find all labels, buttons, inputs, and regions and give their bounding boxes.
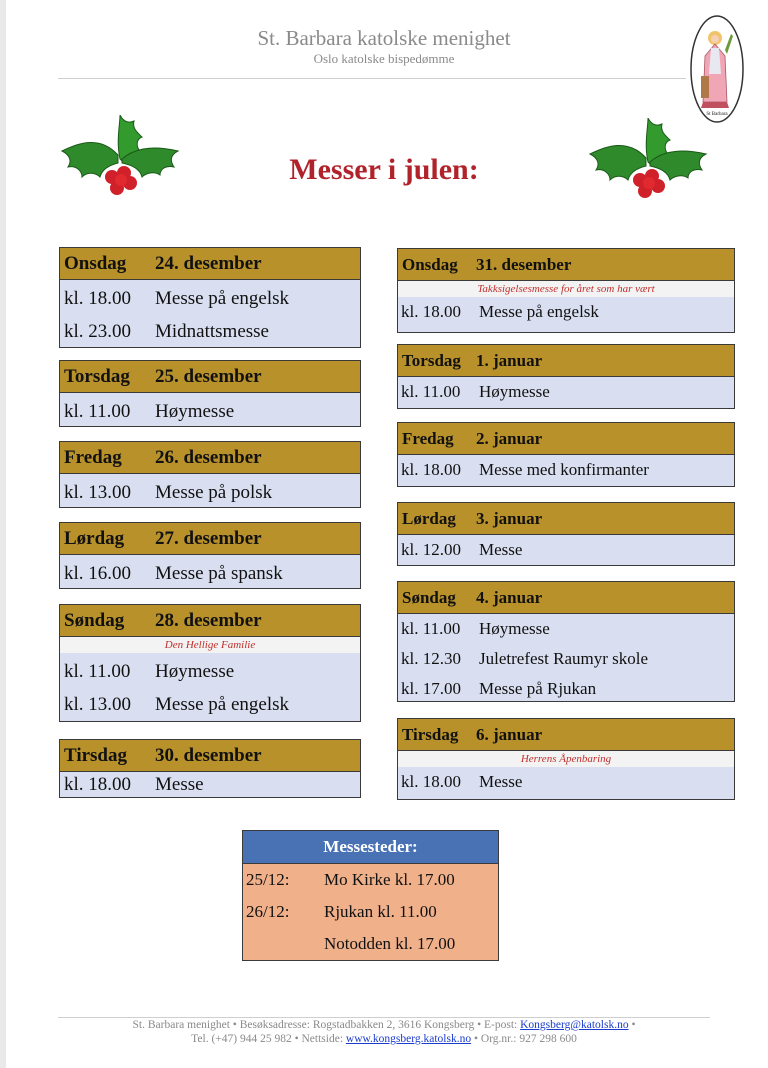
schedule-day-box (397, 502, 735, 566)
email-link[interactable]: Kongsberg@katolsk.no (520, 1019, 629, 1031)
footer-separator: • (628, 1019, 636, 1031)
venue-text: Mo Kirke kl. 17.00 (324, 870, 455, 889)
mass-description: Messe på engelsk (155, 693, 290, 715)
day-header (398, 423, 734, 455)
day-date: 24. desember (155, 252, 262, 274)
schedule-day-box (397, 248, 735, 333)
venue-row (243, 928, 498, 960)
day-header (398, 503, 734, 535)
mass-description: Høymesse (155, 660, 235, 682)
venue-row (243, 864, 498, 896)
footer-line-1 (0, 1019, 768, 1031)
footer-org-number: • Org.nr.: 927 298 600 (471, 1033, 577, 1045)
day-name: Torsdag (64, 365, 130, 387)
day-date: 30. desember (155, 744, 262, 766)
mass-row (398, 614, 734, 644)
schedule-day-box (59, 360, 361, 427)
mass-time: kl. 12.30 (401, 649, 461, 668)
seal-caption: St Barbara (706, 112, 728, 117)
mass-time: kl. 18.00 (64, 287, 132, 309)
day-date: 1. januar (476, 350, 543, 370)
schedule-day-box (397, 422, 735, 487)
day-date: 27. desember (155, 527, 262, 549)
day-name: Søndag (64, 609, 125, 631)
schedule-day-box (59, 441, 361, 508)
day-header (60, 442, 360, 474)
footer-address: St. Barbara menighet • Besøksadresse: Rogstadbakken 2, 3616 Kongsberg • E-post: (132, 1019, 521, 1031)
schedule-day-box (59, 739, 361, 798)
saint-barbara-seal-icon (689, 14, 745, 124)
mass-description: Messe med konfirmanter (479, 460, 649, 479)
mass-time: kl. 18.00 (401, 302, 461, 321)
mass-description: Messe (479, 540, 523, 559)
mass-time: kl. 17.00 (401, 679, 461, 698)
mass-row (60, 315, 360, 348)
mass-time: kl. 16.00 (64, 562, 132, 584)
day-date: 6. januar (476, 724, 543, 744)
schedule-day-box (397, 718, 735, 800)
mass-row (398, 644, 734, 674)
mass-row (60, 688, 360, 721)
day-date: 3. januar (476, 508, 543, 528)
mass-time: kl. 11.00 (401, 619, 461, 638)
mass-description: Midnattsmesse (155, 320, 269, 342)
day-date: 4. januar (476, 587, 543, 607)
day-header (60, 248, 360, 280)
mass-description: Messe (155, 773, 204, 795)
day-header (398, 719, 734, 751)
mass-description: Messe på engelsk (155, 287, 290, 309)
feast-note: Takksigelsesmesse for året som har vært (398, 281, 734, 297)
schedule-day-box (397, 581, 735, 702)
mass-description: Messe på engelsk (479, 302, 599, 321)
mass-row (60, 282, 360, 315)
footer-line-2 (0, 1033, 768, 1045)
day-date: 25. desember (155, 365, 262, 387)
mass-row (398, 535, 734, 565)
day-header (398, 345, 734, 377)
day-name: Fredag (64, 446, 122, 468)
mass-row (60, 476, 360, 509)
day-name: Tirsdag (402, 724, 459, 744)
mass-description: Høymesse (479, 382, 550, 401)
day-header (60, 523, 360, 555)
feast-note: Herrens Åpenbaring (398, 751, 734, 767)
mass-row (60, 772, 360, 797)
day-name: Onsdag (64, 252, 127, 274)
schedule-day-box (59, 522, 361, 589)
venue-text: Notodden kl. 17.00 (324, 934, 456, 953)
venue-row (243, 896, 498, 928)
day-name: Tirsdag (64, 744, 128, 766)
day-name: Lørdag (64, 527, 125, 549)
day-name: Onsdag (402, 254, 458, 274)
mass-time: kl. 18.00 (401, 460, 461, 479)
day-header (398, 582, 734, 614)
venues-title: Messesteder: (243, 831, 498, 864)
mass-time: kl. 11.00 (64, 400, 131, 422)
day-header (60, 361, 360, 393)
parish-name: St. Barbara katolske menighet (257, 26, 511, 50)
mass-time: kl. 13.00 (64, 481, 132, 503)
venue-date: 26/12: (246, 902, 290, 921)
mass-row (398, 674, 734, 704)
day-header (60, 740, 360, 772)
footer-phone: Tel. (+47) 944 25 982 • Nettside: (191, 1033, 346, 1045)
day-header (398, 249, 734, 281)
mass-row (398, 767, 734, 797)
day-name: Lørdag (402, 508, 456, 528)
mass-row (398, 455, 734, 485)
mass-row (398, 297, 734, 327)
day-name: Fredag (402, 428, 454, 448)
mass-row (60, 557, 360, 590)
mass-time: kl. 12.00 (401, 540, 461, 559)
day-name: Torsdag (402, 350, 461, 370)
diocese-name: Oslo katolske bispedømme (313, 51, 455, 66)
mass-description: Juletrefest Raumyr skole (479, 649, 649, 668)
day-date: 31. desember (476, 254, 572, 274)
mass-row (60, 655, 360, 688)
mass-description: Messe (479, 772, 523, 791)
schedule-day-box (397, 344, 735, 409)
day-date: 2. januar (476, 428, 543, 448)
day-date: 26. desember (155, 446, 262, 468)
day-header (60, 605, 360, 637)
website-link[interactable]: www.kongsberg.katolsk.no (345, 1033, 472, 1045)
schedule-day-box (59, 247, 361, 348)
mass-description: Messe på polsk (155, 481, 273, 503)
day-date: 28. desember (155, 609, 262, 631)
mass-description: Høymesse (155, 400, 235, 422)
schedule-day-box (59, 604, 361, 722)
mass-row (398, 377, 734, 407)
venues-box (242, 830, 499, 961)
day-name: Søndag (402, 587, 456, 607)
venue-text: Rjukan kl. 11.00 (324, 902, 437, 921)
mass-time: kl. 13.00 (64, 693, 132, 715)
mass-description: Messe på spansk (155, 562, 283, 584)
mass-description: Messe på Rjukan (479, 679, 597, 698)
mass-time: kl. 18.00 (401, 772, 461, 791)
header-divider (58, 78, 686, 79)
feast-note: Den Hellige Familie (60, 637, 360, 653)
mass-row (60, 395, 360, 428)
mass-time: kl. 23.00 (64, 320, 132, 342)
mass-time: kl. 11.00 (64, 660, 131, 682)
mass-description: Høymesse (479, 619, 550, 638)
mass-time: kl. 11.00 (401, 382, 461, 401)
footer-divider (58, 1017, 710, 1018)
venue-date: 25/12: (246, 870, 290, 889)
page-title: Messer i julen: (289, 153, 479, 186)
mass-time: kl. 18.00 (64, 773, 132, 795)
